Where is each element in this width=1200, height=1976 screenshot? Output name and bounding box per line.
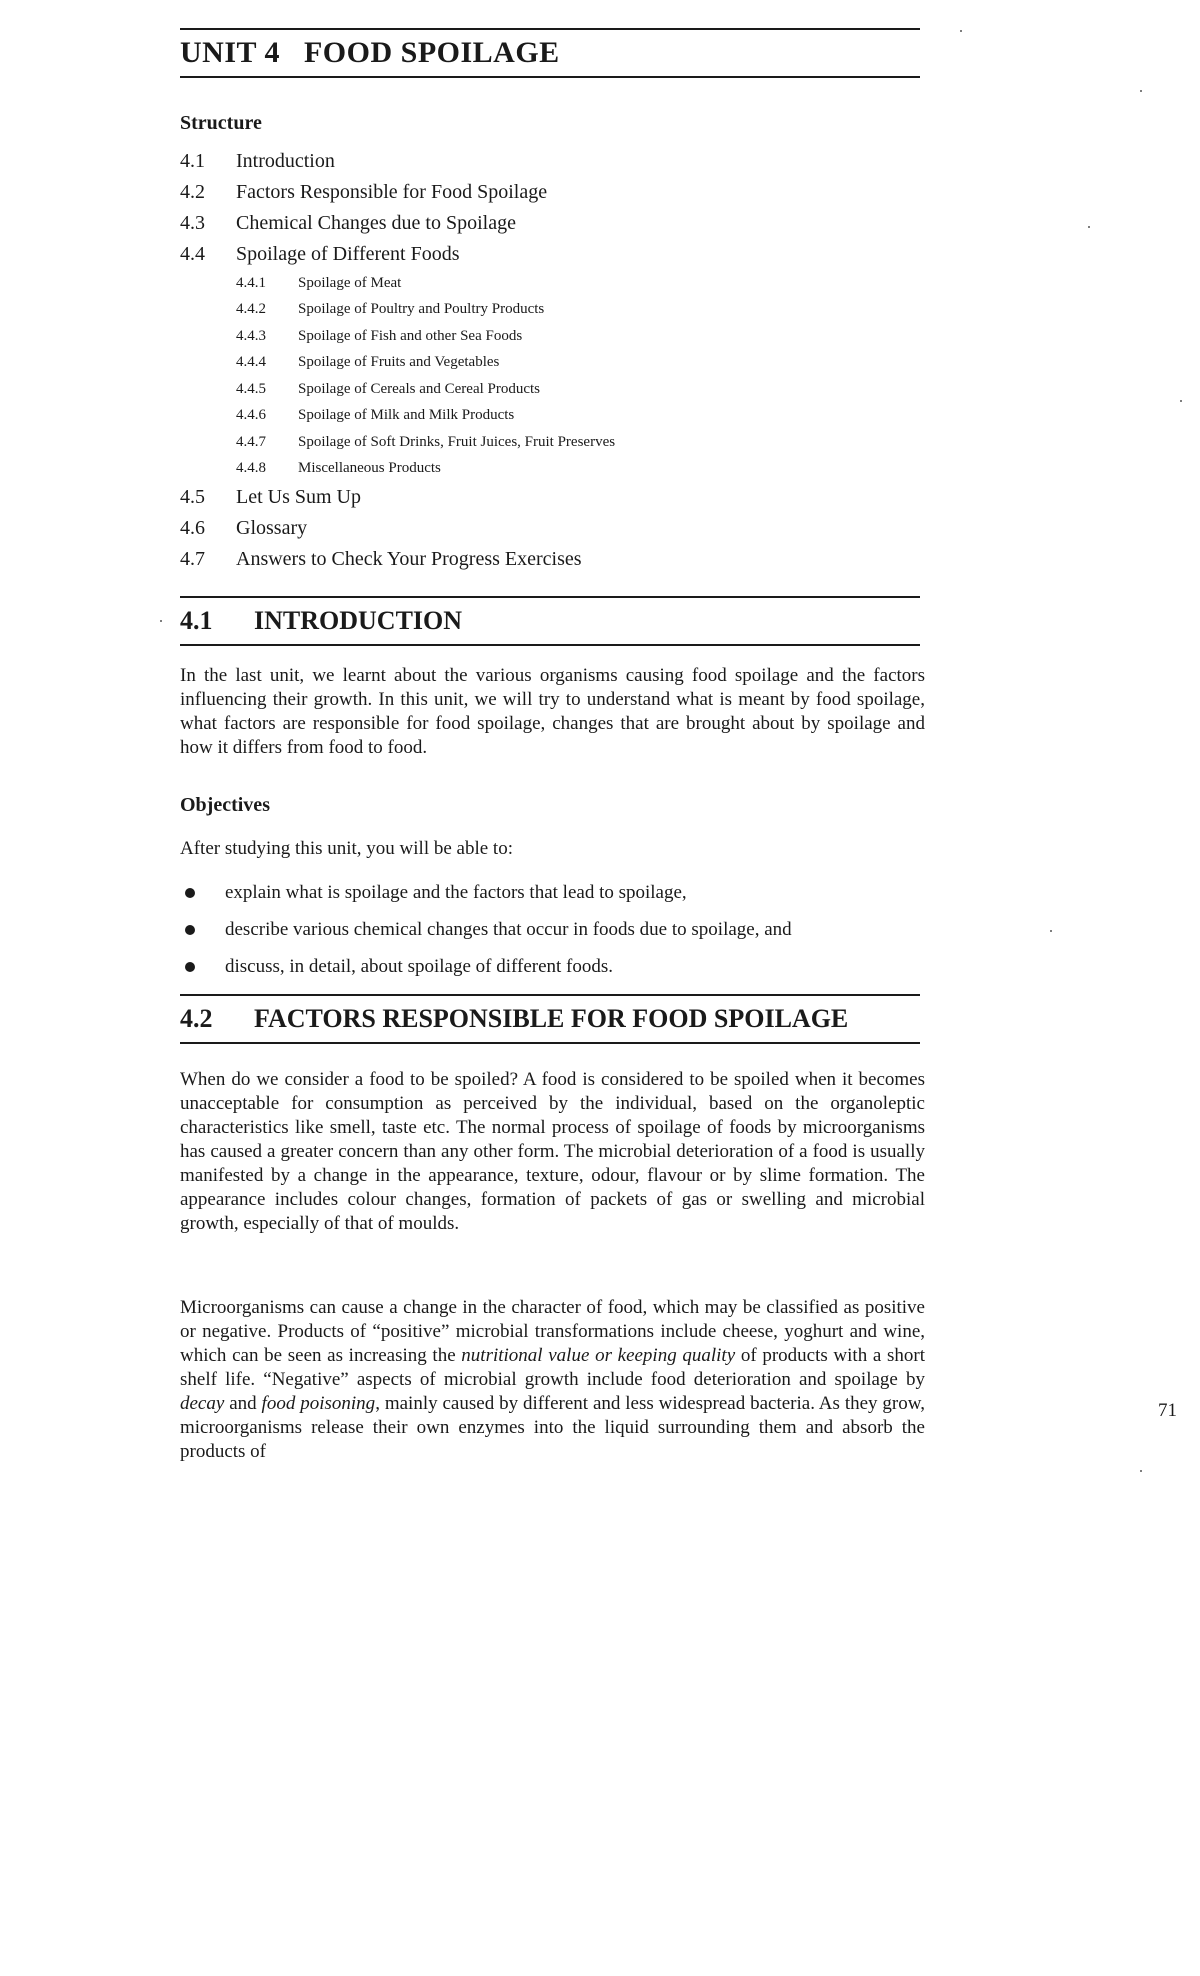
section-bottom-rule — [180, 644, 920, 646]
section-bottom-rule — [180, 1042, 920, 1044]
paragraph-text: and — [224, 1393, 262, 1414]
toc-item-number: 4.2 — [180, 181, 205, 203]
section-top-rule — [180, 596, 920, 598]
table-of-contents — [180, 146, 980, 575]
toc-subitem-number: 4.4.1 — [236, 274, 266, 291]
toc-item-number: 4.7 — [180, 548, 205, 570]
toc-subitem — [180, 297, 980, 324]
paragraph-text: Microorganisms can cause a change in the character of food, which may be classified as positive or negative. Products of “positive” microbial transformations include cheese, yoghurt and wine, which can be seen as increasing the — [180, 1297, 925, 1366]
structure-heading: Structure — [180, 112, 262, 134]
toc-subitem-label: Miscellaneous Products — [298, 460, 441, 477]
bullet-icon — [185, 962, 195, 972]
toc-subitem-number: 4.4.8 — [236, 460, 266, 477]
toc-subitem — [180, 429, 980, 456]
toc-subitem-label: Spoilage of Fish and other Sea Foods — [298, 327, 523, 344]
objective-text: explain what is spoilage and the factors that lead to spoilage, — [225, 881, 687, 903]
toc-item-label: Chemical Changes due to Spoilage — [236, 212, 516, 234]
paragraph-text: , mainly caused by different and less widespread bacteria. As they grow, microorganisms release their own enzymes into the liquid surrounding them and absorb the products of — [180, 1393, 925, 1462]
toc-item — [180, 544, 980, 575]
section-number: 4.2 — [180, 1004, 213, 1033]
toc-item-label: Factors Responsible for Food Spoilage — [236, 181, 548, 203]
toc-subitem-label: Spoilage of Meat — [298, 274, 402, 291]
list-item — [180, 911, 940, 948]
scan-speck — [1050, 930, 1052, 932]
factors-paragraph-2 — [180, 1296, 925, 1464]
emphasis-text: decay — [180, 1393, 225, 1414]
toc-item — [180, 146, 980, 177]
toc-item — [180, 177, 980, 208]
toc-item — [180, 513, 980, 544]
toc-subitem — [180, 350, 980, 377]
toc-subitem-number: 4.4.3 — [236, 327, 266, 344]
scan-speck — [1140, 1470, 1142, 1472]
objectives-list — [180, 874, 940, 985]
toc-subitem — [180, 376, 980, 403]
section-title: FACTORS RESPONSIBLE FOR FOOD SPOILAGE — [254, 1004, 849, 1033]
toc-subitem-label: Spoilage of Poultry and Poultry Products — [298, 301, 545, 318]
toc-subitem-label: Spoilage of Milk and Milk Products — [298, 407, 515, 424]
section-heading-factors — [180, 1004, 848, 1034]
section-number: 4.1 — [180, 606, 213, 635]
scan-speck — [160, 620, 162, 622]
toc-item-label: Spoilage of Different Foods — [236, 243, 460, 265]
section-top-rule — [180, 994, 920, 996]
toc-subitem — [180, 403, 980, 430]
top-rule — [180, 28, 920, 30]
objectives-heading: Objectives — [180, 794, 270, 816]
emphasis-text: food poisoning — [261, 1393, 376, 1414]
unit-title — [180, 36, 560, 70]
objective-text: describe various chemical changes that occur in foods due to spoilage, and — [225, 918, 792, 940]
objectives-intro: After studying this unit, you will be able to: — [180, 838, 513, 859]
title-underline — [180, 76, 920, 78]
paragraph-text: of products with a short shelf life. “Negative” aspects of microbial growth include food deterioration and spoilage by — [180, 1345, 925, 1390]
page-number: 71 — [1158, 1400, 1177, 1421]
objective-text: discuss, in detail, about spoilage of different foods. — [225, 955, 614, 977]
toc-item — [180, 482, 980, 513]
toc-subitem — [180, 323, 980, 350]
toc-subitem — [180, 270, 980, 297]
toc-subitem-number: 4.4.2 — [236, 301, 266, 318]
list-item — [180, 948, 940, 985]
toc-subitem-number: 4.4.4 — [236, 354, 266, 371]
toc-item-label: Glossary — [236, 517, 308, 539]
scan-speck — [1180, 400, 1182, 402]
toc-subitem-number: 4.4.7 — [236, 433, 266, 450]
bullet-icon — [185, 925, 195, 935]
scan-speck — [1088, 226, 1090, 228]
emphasis-text: nutritional value or keeping quality — [461, 1345, 736, 1366]
section-heading-introduction — [180, 606, 462, 636]
toc-item-number: 4.3 — [180, 212, 205, 234]
toc-item-label: Answers to Check Your Progress Exercises — [236, 548, 582, 570]
unit-name: FOOD SPOILAGE — [303, 36, 560, 69]
toc-item-label: Let Us Sum Up — [236, 486, 361, 508]
toc-subitem-label: Spoilage of Cereals and Cereal Products — [298, 380, 541, 397]
unit-label: UNIT 4 — [180, 36, 280, 69]
factors-paragraph-1: When do we consider a food to be spoiled? A food is considered to be spoiled when it becomes unacceptable for consumption as perceived by the individual, based on the organoleptic characteristics like smell, taste etc. The normal process of spoilage of foods by microorganisms has caused a greater concern than any other form. The microbial deterioration of a food is usually manifested by a change in the appearance, texture, odour, flavour or by slime formation. The appearance includes colour changes, formation of packets of gas or swelling and microbial growth, especially of that of moulds. — [180, 1069, 925, 1234]
toc-subitem — [180, 456, 980, 483]
toc-item-number: 4.5 — [180, 486, 205, 508]
list-item — [180, 874, 940, 911]
toc-subitem-label: Spoilage of Soft Drinks, Fruit Juices, Fruit Preserves — [298, 433, 616, 450]
toc-subitem-label: Spoilage of Fruits and Vegetables — [298, 354, 500, 371]
bullet-icon — [185, 888, 195, 898]
toc-item — [180, 208, 980, 239]
scan-speck — [960, 30, 962, 32]
toc-item — [180, 239, 980, 270]
toc-item-label: Introduction — [236, 150, 335, 172]
toc-subitem-number: 4.4.5 — [236, 380, 266, 397]
introduction-paragraph: In the last unit, we learnt about the various organisms causing food spoilage and the factors influencing their growth. In this unit, we will try to understand what is meant by food spoilage, what factors are responsible for food spoilage, changes that are brought about by spoilage and how it differs from food to food. — [180, 665, 925, 758]
section-title: INTRODUCTION — [254, 606, 463, 635]
toc-item-number: 4.1 — [180, 150, 205, 172]
toc-subitem-number: 4.4.6 — [236, 407, 266, 424]
toc-item-number: 4.6 — [180, 517, 205, 539]
toc-item-number: 4.4 — [180, 243, 205, 265]
scan-speck — [1140, 90, 1142, 92]
